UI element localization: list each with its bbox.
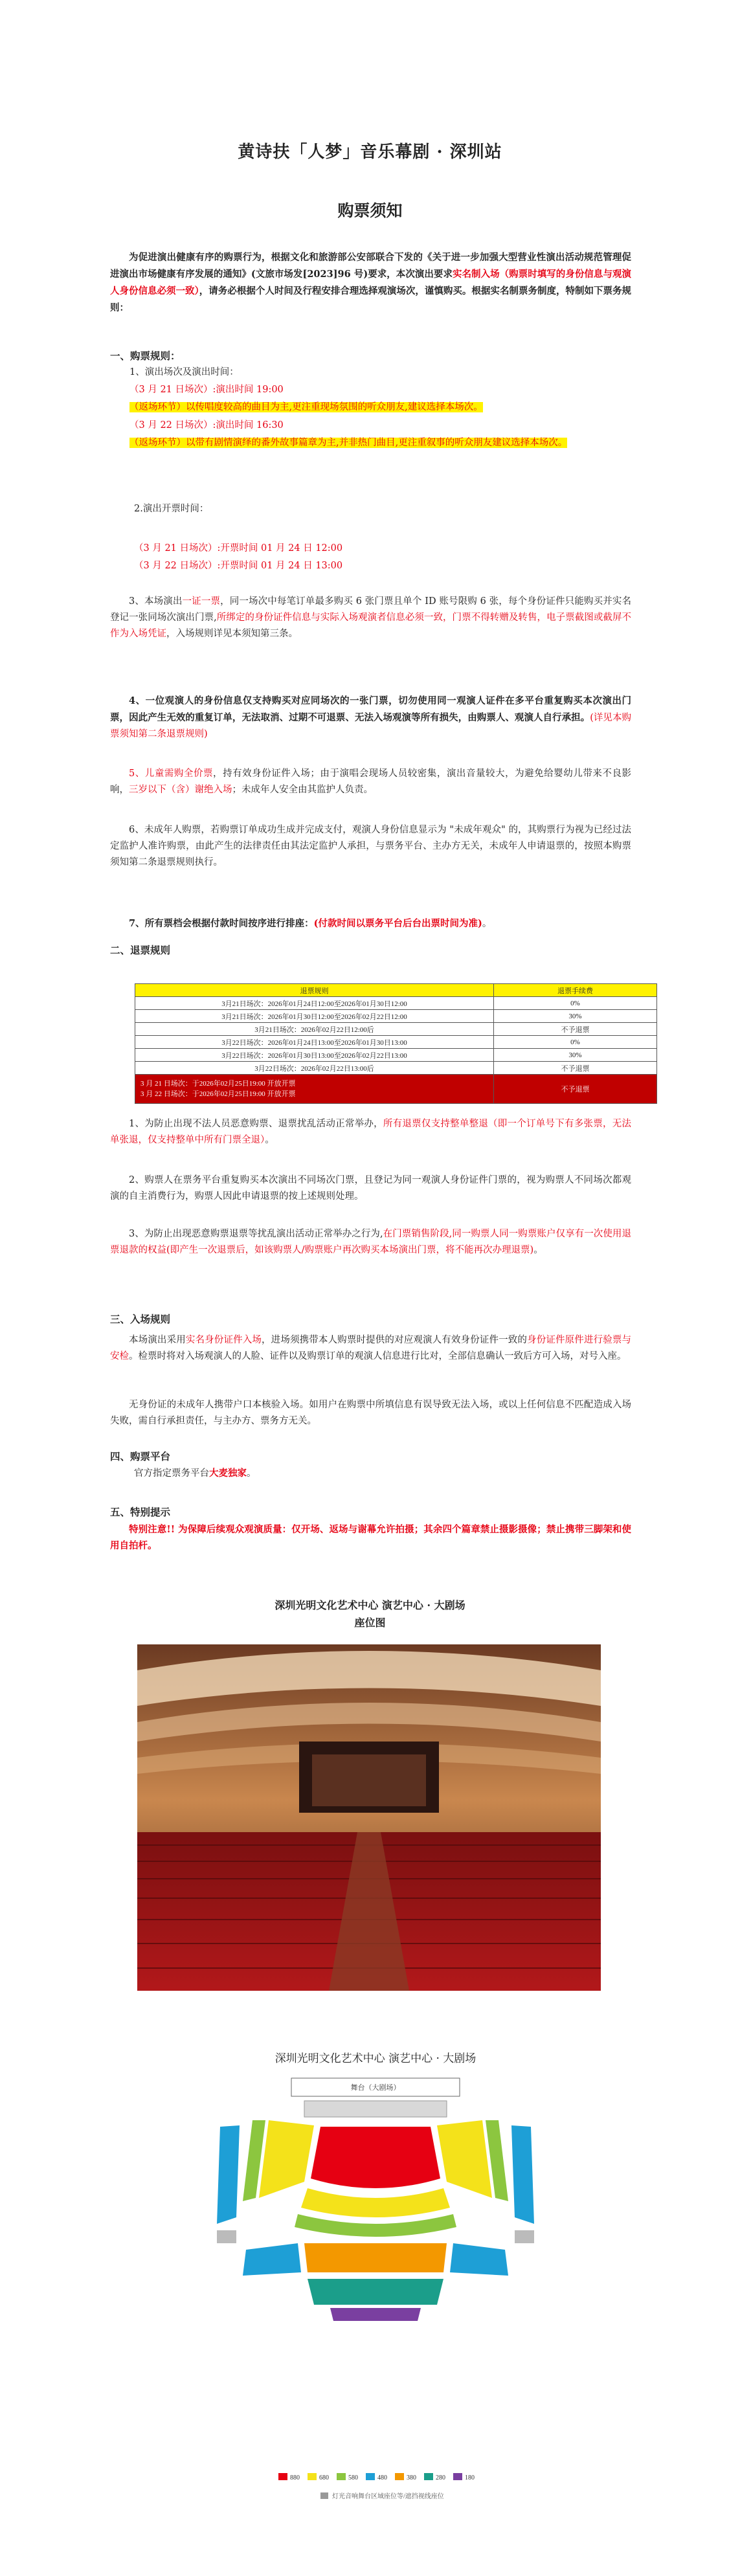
legend-label-880: 880 xyxy=(290,2474,300,2481)
open-line-2: 3 月 22 日场次：于2026年02月25日19:00 开放开票 xyxy=(140,1090,296,1098)
table-row xyxy=(135,1036,657,1049)
seat-map-drawing xyxy=(181,2049,570,2525)
rule7-paragraph xyxy=(110,915,631,932)
open-times-label: 2.演出开票时间： xyxy=(134,504,209,514)
orchestra-pit xyxy=(304,2101,447,2117)
section4-heading: 四、购票平台 xyxy=(110,1450,171,1462)
entry-red1: 实名身份证件入场 xyxy=(185,1335,262,1345)
page-title: 黄诗扶「人梦」音乐幕剧 · 深圳站 xyxy=(238,142,502,162)
platform-line xyxy=(134,1465,256,1482)
section-180 xyxy=(330,2308,421,2321)
table-row xyxy=(135,1049,657,1062)
entry-text2: ，进场须携带本人购票时提供的对应观演人有效身份证件一致的 xyxy=(262,1335,528,1345)
show1-note-text: （返场环节）以传唱度较高的曲目为主,更注重现场氛围的听众朋友,建议选择本场次。 xyxy=(129,402,483,412)
refund-rule-cell: 3月21日场次：2026年01月30日12:00至2026年02月22日12:00 xyxy=(135,1010,494,1023)
rule7-end: 。 xyxy=(482,919,492,929)
refund-fee-cell: 不予退票 xyxy=(494,1062,657,1075)
rule7-red: (付款时间以票务平台后台出票时间为准) xyxy=(313,918,482,929)
show1-note xyxy=(129,399,628,416)
price-legend xyxy=(278,2473,475,2481)
table-row xyxy=(135,1023,657,1036)
refund1-text: 1、为防止出现不法人员恶意购票、退票扰乱活动正常举办， xyxy=(129,1119,383,1129)
section3-heading: 三、入场规则 xyxy=(110,1313,171,1325)
rule7-text: 7、所有票档会根据付款时间按序进行排座： xyxy=(129,918,314,929)
section-480-right xyxy=(511,2125,534,2224)
refund3-text: 3、为防止出现恶意购票退票等扰乱演出活动正常举办之行为, xyxy=(129,1229,383,1239)
refund3-end: 。 xyxy=(533,1245,543,1255)
obstructed-right xyxy=(515,2230,534,2243)
refund1-paragraph xyxy=(110,1116,631,1148)
section2-heading: 二、退票规则 xyxy=(110,944,171,956)
rule4-paragraph xyxy=(110,693,631,743)
refund-open-fee: 不予退票 xyxy=(494,1075,657,1104)
section-280 xyxy=(308,2279,443,2305)
refund-header-rule: 退票规则 xyxy=(135,984,494,997)
rule4-text: 4、一位观演人的身份信息仅支持购买对应同场次的一张门票，切勿使用同一观演人证件在多平台重复购买本次演出门票，因此产生无效的重复订单，无法取消、过期不可退票、无法入场观演等所有损失，由购票人、观演人自行承担。 xyxy=(110,695,631,723)
refund-rule-cell: 3月22日场次：2026年01月30日13:00至2026年02月22日13:00 xyxy=(135,1049,494,1062)
entry-text: 本场演出采用 xyxy=(129,1335,186,1345)
intro-paragraph xyxy=(110,249,631,317)
rule5-text: ，持有效身份证件入场；由于演唱会现场人员较密集，演出音量较大，为避免给婴幼儿带来不良影响， xyxy=(110,768,631,795)
section-680-right xyxy=(437,2120,492,2198)
rule5-paragraph xyxy=(110,766,631,798)
show-times-label: 1、演出场次及演出时间： xyxy=(129,367,239,377)
table-row xyxy=(135,1062,657,1075)
rule3-red2: 所绑定的身份证件信息与实际入场观演者信息必须一致，门票不得转赠及转售，电子票截图或截屏不作为入场凭证 xyxy=(110,612,631,639)
open1-time: （3 月 21 日场次）:开票时间 01 月 24 日 12:00 xyxy=(134,543,343,554)
refund-fee-cell: 30% xyxy=(494,1049,657,1062)
refund-fee-cell: 30% xyxy=(494,1010,657,1023)
seat-map-title: 深圳光明文化艺术中心 演艺中心 · 大剧场 xyxy=(275,2052,477,2065)
table-row xyxy=(135,1010,657,1023)
refund2-paragraph: 2、购票人在票务平台重复购买本次演出不同场次门票，且登记为同一观演人身份证件门票的，视为购票人不同场次都观演的自主消费行为，购票人因此申请退票的按上述规则处理。 xyxy=(110,1175,631,1202)
legend-label-580: 580 xyxy=(348,2474,358,2481)
refund3-paragraph xyxy=(110,1226,631,1259)
venue-photo xyxy=(137,1644,601,1991)
refund3-red: 在门票销售阶段,同一购票人同一购票账户仅享有一次使用退票退款的权益(即产生一次退票后，如该购票人/购票账户再次购买本场演出门票，将不能再次办理退票) xyxy=(110,1229,631,1255)
venue-subtitle: 座位图 xyxy=(354,1617,386,1629)
platform-end: 。 xyxy=(247,1468,256,1479)
intro-text: 为促进演出健康有序的购票行为，根据文化和旅游部公安部联合下发的《关于进一步加强大型营业性演出活动规范管理促进演出市场健康有序发展的通知》(文旅市场发[2023]96 号)要求，本次演出要求 xyxy=(110,252,631,280)
rule5-red1: 5、儿童需购全价票 xyxy=(129,768,214,779)
platform-red: 大麦独家 xyxy=(209,1468,247,1479)
section1-heading: 一、购票规则： xyxy=(110,350,181,362)
refund-table-header xyxy=(135,984,657,997)
legend-label-280: 280 xyxy=(436,2474,445,2481)
legend-swatch-580 xyxy=(337,2473,346,2480)
refund-rule-cell: 3月21日场次：2026年01月24日12:00至2026年01月30日12:00 xyxy=(135,997,494,1010)
legend-swatch-180 xyxy=(453,2473,462,2480)
rule6-paragraph: 6、未成年人购票，若购票订单成功生成并完成支付，观演人身份信息显示为 "未成年观众" 的，其购票行为视为已经过法定监护人准许购票，由此产生的法律责任由其法定监护人承担，与票务平台、主办方无关，未成年人申请退票的，按照本购票须知第二条退票规则执行。 xyxy=(110,825,631,868)
entry-paragraph xyxy=(110,1332,631,1365)
legend-label-180: 180 xyxy=(465,2474,475,2481)
refund-rule-cell: 3月22日场次：2026年01月24日13:00至2026年01月30日13:00 xyxy=(135,1036,494,1049)
rule3-text: 3、本场演出 xyxy=(129,596,183,607)
refund1-red: 所有退票仅支持整单整退（即一个订单号下有多张票，无法单张退，仅支持整单中所有门票全退） xyxy=(110,1119,631,1145)
show2-time: （3 月 22 日场次）:演出时间 16:30 xyxy=(129,420,284,431)
refund-open-cell xyxy=(135,1075,494,1104)
legend-swatch-380 xyxy=(395,2473,404,2480)
seat-map-footnote: 灯光音响舞台区域座位等/遮挡视线座位 xyxy=(332,2493,444,2500)
section-580-rear xyxy=(295,2214,456,2237)
entry-paragraph-2: 无身份证的未成年人携带户口本核验入场。如用户在购票中所填信息有误导致无法入场，或以上任何信息不匹配造成入场失败，需自行承担责任，与主办方、票务方无关。 xyxy=(110,1400,631,1426)
seat-map xyxy=(181,2049,570,2525)
refund-table xyxy=(135,983,657,1104)
table-row-open xyxy=(135,1075,657,1104)
stage-label: 舞台（大剧场） xyxy=(350,2084,401,2092)
rule5-red2: 三岁以下（含）谢绝入场 xyxy=(129,785,232,795)
rule3-text2: ，同一场次中每笔订单最多购买 6 张门票且单个 ID 账号限购 6 张，每个身份证件只能购买并实名登记一张同场次演出门票, xyxy=(110,596,631,623)
section-480-balcony-left xyxy=(243,2243,301,2276)
legend-label-480: 480 xyxy=(377,2474,387,2481)
rule5-text2: ；未成年人安全由其监护人负责。 xyxy=(232,785,373,795)
refund1-end: 。 xyxy=(265,1135,275,1145)
rule3-text3: ，入场规则详见本须知第三条。 xyxy=(166,629,298,639)
footnote-swatch xyxy=(320,2492,328,2499)
show2-note xyxy=(129,435,631,451)
show2-note-text: （返场环节）以带有剧情演绎的番外故事篇章为主,并非热门曲目,更注重叙事的听众朋友建议选择本场次。 xyxy=(129,438,568,448)
rule4-red: (详见本购票须知第二条退票规则) xyxy=(110,713,631,739)
open2-time: （3 月 22 日场次）:开票时间 01 月 24 日 13:00 xyxy=(134,561,343,571)
section-680-rear xyxy=(301,2188,450,2217)
intro-text-end: ，请务必根据个人时间及行程安排合理选择观演场次，谨慎购买。根据实名制票务制度，特制如下票务规则： xyxy=(110,286,631,313)
section-480-balcony-right xyxy=(450,2243,508,2276)
show1-time: （3 月 21 日场次）:演出时间 19:00 xyxy=(129,385,284,395)
legend-label-380: 380 xyxy=(407,2474,416,2481)
refund-fee-cell: 不予退票 xyxy=(494,1023,657,1036)
obstructed-left xyxy=(217,2230,236,2243)
table-row xyxy=(135,997,657,1010)
legend-label-680: 680 xyxy=(319,2474,329,2481)
page-subtitle: 购票须知 xyxy=(337,201,403,220)
legend-swatch-480 xyxy=(366,2473,375,2480)
open-line-1: 3 月 21 日场次：于2026年02月25日19:00 开放开票 xyxy=(140,1080,296,1088)
section-880 xyxy=(311,2127,440,2188)
legend-swatch-280 xyxy=(424,2473,433,2480)
section-380 xyxy=(304,2243,447,2272)
venue-photo-illustration xyxy=(137,1644,601,1991)
platform-text: 官方指定票务平台 xyxy=(134,1468,209,1479)
legend-swatch-680 xyxy=(308,2473,317,2480)
refund-rule-cell: 3月22日场次：2026年02月22日13:00后 xyxy=(135,1062,494,1075)
section5-heading: 五、特别提示 xyxy=(110,1506,171,1518)
venue-title: 深圳光明文化艺术中心 演艺中心 · 大剧场 xyxy=(275,1599,465,1611)
special-notice: 特别注意!! 为保障后续观众观演质量：仅开场、返场与谢幕允许拍摄；其余四个篇章禁止摄影摄像；禁止携带三脚架和使用自拍杆。 xyxy=(110,1524,631,1551)
refund-rule-cell: 3月21日场次：2026年02月22日12:00后 xyxy=(135,1023,494,1036)
legend-swatch-880 xyxy=(278,2473,287,2480)
entry-text3: 。检票时将对入场观演人的人脸、证件以及购票订单的观演人信息进行比对，全部信息确认一致后方可入场，对号入座。 xyxy=(129,1351,627,1361)
rule3-red1: 一证一票 xyxy=(182,596,221,607)
refund-fee-cell: 0% xyxy=(494,997,657,1010)
entry-red2: 身份证件原件进行验票与安检 xyxy=(110,1335,632,1361)
intro-highlight: 实名制入场（购票时填写的身份信息与观演人身份信息必须一致） xyxy=(110,269,632,297)
refund-header-fee: 退票手续费 xyxy=(494,984,657,997)
refund-fee-cell: 0% xyxy=(494,1036,657,1049)
section-480-left xyxy=(217,2125,240,2224)
rule3-paragraph xyxy=(110,594,631,642)
section-680-left xyxy=(259,2120,314,2198)
